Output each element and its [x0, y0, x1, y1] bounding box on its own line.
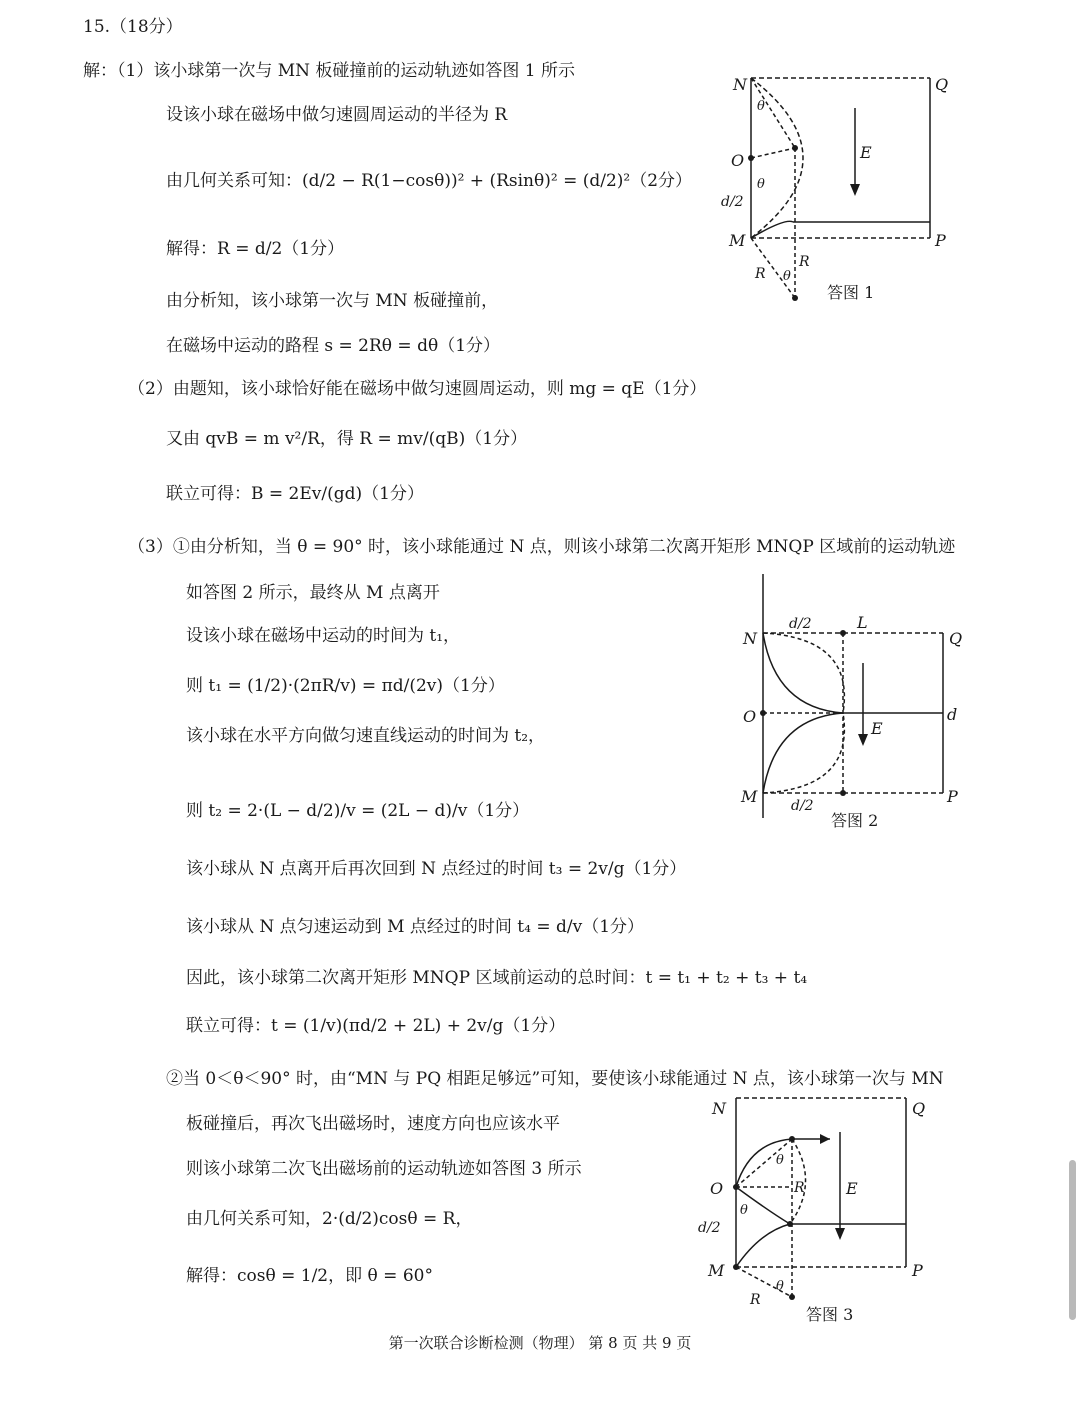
- solution-line-20: ②当 0＜θ＜90° 时，由“MN 与 PQ 相距足够远”可知，要使该小球能通过 N 点，该小球第一次与 MN: [166, 1069, 944, 1089]
- solution-line-21: 板碰撞后，再次飞出磁场时，速度方向也应该水平: [186, 1114, 560, 1134]
- fig3-label-M: M: [708, 1261, 725, 1280]
- solution-line-1: 解：（1）该小球第一次与 MN 板碰撞前的运动轨迹如答图 1 所示: [83, 61, 576, 81]
- fig3-label-P: P: [912, 1261, 923, 1280]
- solution-line-10: （3）①由分析知，当 θ = 90° 时，该小球能通过 N 点，则该小球第二次离开矩形 MNQP 区域前的运动轨迹: [128, 537, 956, 557]
- fig1-label-O: O: [731, 151, 745, 170]
- page-footer: 第一次联合诊断检测（物理） 第 8 页 共 9 页: [388, 1334, 692, 1352]
- fig1-caption: 答图 1: [827, 283, 875, 302]
- solution-line-14: 该小球在水平方向做匀速直线运动的时间为 t₂，: [186, 726, 546, 746]
- solution-line-12: 设该小球在磁场中运动的时间为 t₁，: [186, 626, 461, 646]
- question-number: 15.（18分）: [83, 17, 183, 37]
- fig2-caption: 答图 2: [831, 811, 879, 830]
- fig3-label-theta3: θ: [776, 1279, 784, 1294]
- solution-line-15: 则 t₂ = 2·(L − d/2)/v = (2L − d)/v（1分）: [186, 801, 530, 821]
- solution-line-17: 该小球从 N 点匀速运动到 M 点经过的时间 t₄ = d/v（1分）: [186, 917, 645, 937]
- fig3-label-N: N: [712, 1099, 726, 1118]
- solution-line-7: （2）由题知，该小球恰好能在磁场中做匀速圆周运动，则 mg = qE（1分）: [128, 379, 707, 399]
- fig2-label-d: d: [947, 705, 958, 724]
- solution-line-11: 如答图 2 所示，最终从 M 点离开: [186, 583, 440, 603]
- fig1-label-M: M: [729, 231, 746, 250]
- solution-line-19: 联立可得：t = (1/v)(πd/2 + 2L) + 2v/g（1分）: [186, 1016, 566, 1036]
- fig2-label-E: E: [871, 719, 883, 738]
- fig3-label-Q: Q: [912, 1099, 926, 1118]
- fig2-label-d2-bottom: d/2: [791, 798, 814, 814]
- solution-line-9: 联立可得：B = 2Ev/(gd)（1分）: [166, 484, 424, 504]
- fig2-label-M: M: [741, 787, 758, 806]
- vertical-scrollbar[interactable]: [1069, 1160, 1076, 1320]
- fig1-label-R2: R: [799, 254, 810, 270]
- fig1-label-E: E: [860, 143, 872, 162]
- fig3-label-E: E: [846, 1179, 858, 1198]
- fig3-label-theta1: θ: [776, 1153, 784, 1168]
- fig3-label-R-top: R: [794, 1180, 805, 1196]
- solution-line-8: 又由 qvB = m v²/R，得 R = mv/(qB)（1分）: [166, 429, 528, 449]
- solution-line-18: 因此，该小球第二次离开矩形 MNQP 区域前运动的总时间：t = t₁ + t₂ + t₃ + t₄: [186, 968, 808, 988]
- fig1-label-N: N: [733, 75, 747, 94]
- fig1-label-P: P: [935, 231, 946, 250]
- figure-1-diagram: [715, 68, 965, 318]
- fig1-label-R1: R: [755, 266, 766, 282]
- solution-line-2: 设该小球在磁场中做匀速圆周运动的半径为 R: [166, 105, 508, 125]
- fig3-caption: 答图 3: [806, 1305, 854, 1324]
- fig1-label-theta2: θ: [757, 177, 765, 192]
- solution-line-23: 由几何关系可知，2·(d/2)cosθ = R，: [186, 1209, 473, 1229]
- fig2-label-d2-top: d/2: [789, 616, 812, 632]
- fig3-label-O: O: [710, 1179, 724, 1198]
- figure-3-diagram: [690, 1092, 940, 1332]
- fig2-label-O: O: [743, 707, 757, 726]
- figure-2-diagram: [735, 568, 975, 833]
- fig1-label-theta3: θ: [783, 269, 791, 284]
- solution-line-24: 解得：cosθ = 1/2，即 θ = 60°: [186, 1266, 433, 1286]
- fig3-label-theta2: θ: [740, 1203, 748, 1218]
- fig3-label-R-bottom: R: [750, 1292, 761, 1308]
- fig1-label-d2: d/2: [721, 194, 744, 210]
- solution-line-4: 解得：R = d/2（1分）: [166, 239, 345, 259]
- fig3-label-d2: d/2: [698, 1220, 721, 1236]
- solution-line-3: 由几何关系可知：(d/2 − R(1−cosθ))² + (Rsinθ)² = (d/2)²（2分）: [166, 171, 693, 191]
- solution-line-22: 则该小球第二次飞出磁场前的运动轨迹如答图 3 所示: [186, 1159, 582, 1179]
- fig2-label-L: L: [857, 613, 868, 632]
- fig1-label-Q: Q: [935, 75, 949, 94]
- solution-line-6: 在磁场中运动的路程 s = 2Rθ = dθ（1分）: [166, 336, 501, 356]
- fig2-label-N: N: [743, 629, 757, 648]
- solution-line-5: 由分析知，该小球第一次与 MN 板碰撞前，: [166, 291, 499, 311]
- fig2-label-Q: Q: [949, 629, 963, 648]
- fig2-label-P: P: [947, 787, 958, 806]
- fig1-label-theta1: θ: [757, 99, 765, 114]
- solution-line-13: 则 t₁ = (1/2)·(2πR/v) = πd/(2v)（1分）: [186, 676, 505, 696]
- solution-line-16: 该小球从 N 点离开后再次回到 N 点经过的时间 t₃ = 2v/g（1分）: [186, 859, 687, 879]
